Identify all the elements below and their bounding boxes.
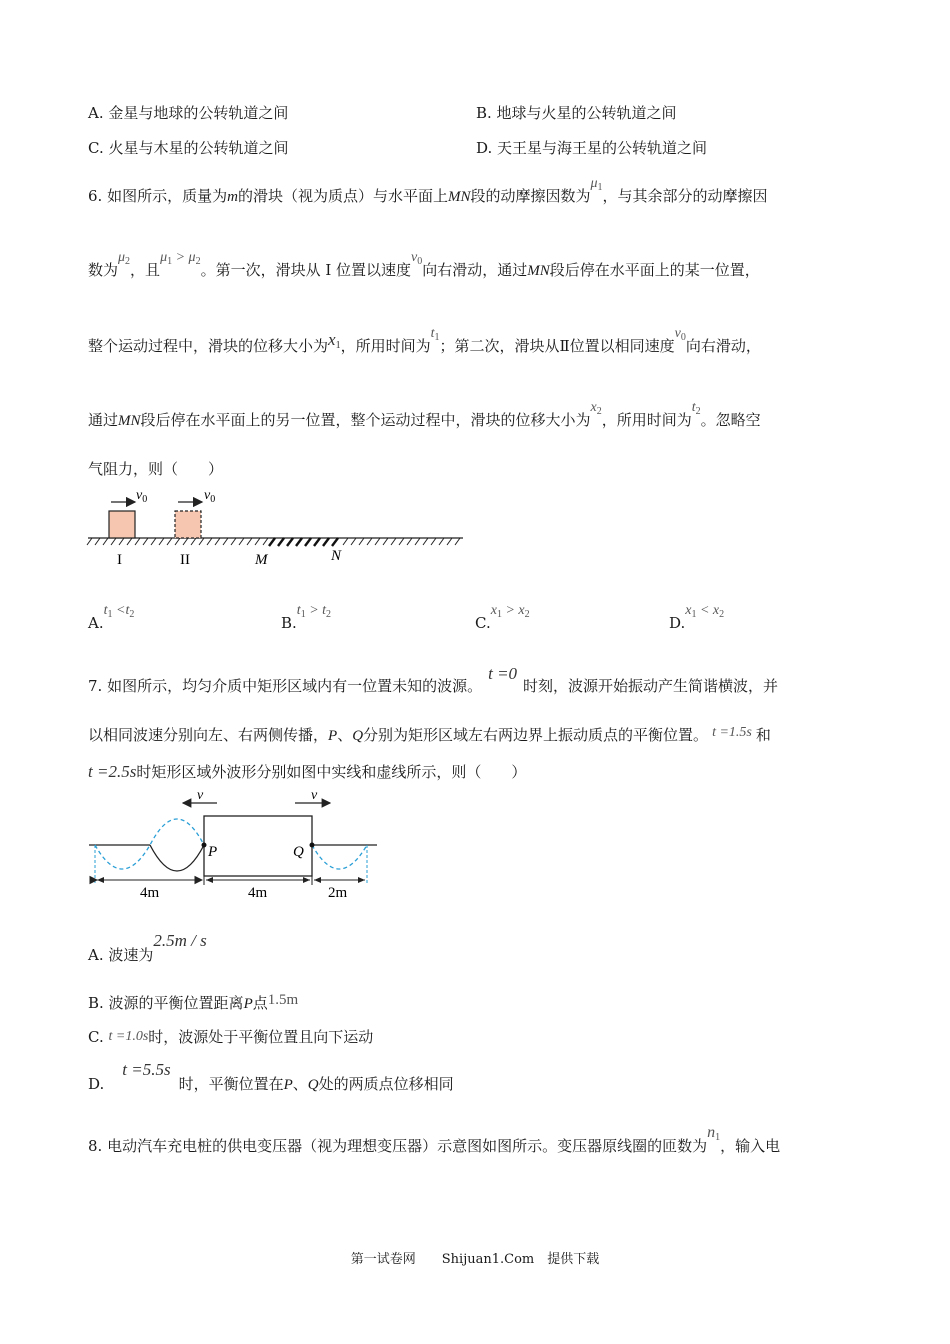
- velocity-label-left: v: [197, 788, 204, 803]
- q7-option-b: B. 波源的平衡位置距离P点1.5m: [88, 992, 299, 1012]
- label-q: Q: [293, 844, 304, 860]
- q6-figure: [85, 480, 470, 575]
- svg-text:v0: $v_0$: [204, 488, 216, 505]
- svg-text:v0: $v_0$: [136, 488, 148, 505]
- mn-rough-section: [269, 538, 338, 546]
- q5-option-d: D. 天王星与海王星的公转轨道之间: [476, 139, 708, 157]
- point-p: [202, 843, 207, 848]
- q5-option-b: B. 地球与火星的公转轨道之间: [476, 104, 677, 122]
- point-q: [310, 843, 315, 848]
- dimension-left: 4m: [140, 885, 160, 901]
- q6-line-2: 数为$\mu_2$，且$\mu_1 > \mu_2$。第一次，滑块从 I 位置以速度$v_0$向右滑动，通过MN段后停在水平面上的某一位置，: [88, 250, 760, 279]
- q6-option-a: $A.t_1 <t_2$: [88, 603, 135, 632]
- dimension-middle: 4m: [248, 885, 268, 901]
- label-m: M: [255, 552, 268, 568]
- q7-figure: [85, 785, 385, 905]
- block-position-1: [109, 511, 135, 538]
- q7-option-d: D.t =5.5s时，平衡位置在P、Q处的两质点位移相同: [88, 1060, 454, 1093]
- block-position-2: [175, 511, 201, 538]
- label-n: N: [331, 548, 342, 564]
- v0-label-1: v: [136, 488, 143, 503]
- q7-line-3: t =2.5s时矩形区域外波形分别如图中实线和虚线所示，则（ ）: [88, 762, 527, 781]
- q6-line-4: 通过MN段后停在水平面上的另一位置，整个运动过程中，滑块的位移大小为$x_2$，所用时间为$t_2$。忽略空: [88, 400, 761, 429]
- q5-option-a: A. 金星与地球的公转轨道之间: [88, 104, 289, 122]
- q7-line-2: 以相同波速分别向左、右两侧传播，P、Q分别为矩形区域左右两边界上振动质点的平衡位置。 t =1.5s 和: [88, 725, 771, 744]
- q6-line-1: 6. 如图所示，质量为m的滑块（视为质点）与水平面上MN段的动摩擦因数为$\mu_1$，与其余部分的动摩擦因: [88, 176, 768, 205]
- label-p: P: [208, 844, 218, 860]
- label-position-1: I: [117, 552, 122, 568]
- v0-label-2: v: [204, 488, 211, 503]
- q7-line-1: 7. 如图所示，均匀介质中矩形区域内有一位置未知的波源。t =0时刻，波源开始振动产生简谐横波，并: [88, 664, 779, 695]
- q6-line-5: 气阻力，则（ ）: [88, 460, 224, 478]
- q6-option-d: $D.x_1 < x_2$: [669, 603, 725, 632]
- label-position-2: II: [180, 552, 190, 568]
- q5-option-c: C. 火星与木星的公转轨道之间: [88, 139, 289, 157]
- dashed-wave: [95, 819, 367, 869]
- q6-option-b: $B.t_1 > t_2$: [281, 603, 332, 632]
- dimension-right: 2m: [328, 885, 348, 901]
- q8-line-1: 8. 电动汽车充电桩的供电变压器（视为理想变压器）示意图如图所示。变压器原线圈的匝数为$n_1$，输入电: [88, 1124, 781, 1155]
- page-footer: 第一试卷网 Shijuan1.Com 提供下载: [350, 1252, 600, 1267]
- velocity-label-right: v: [311, 788, 318, 803]
- q7-option-a: A. 波速为2.5m / s: [88, 931, 207, 964]
- solid-wave-left: [150, 845, 204, 871]
- q7-option-c: C. t =1.0s时，波源处于平衡位置且向下运动: [88, 1028, 374, 1046]
- q6-line-3: 整个运动过程中，滑块的位移大小为$x_1$，所用时间为$t_1$；第二次，滑块从Ⅱ位置以相同速度$v_0$向右滑动，: [88, 326, 761, 355]
- q6-option-c: $C.x_1 > x_2$: [475, 603, 530, 632]
